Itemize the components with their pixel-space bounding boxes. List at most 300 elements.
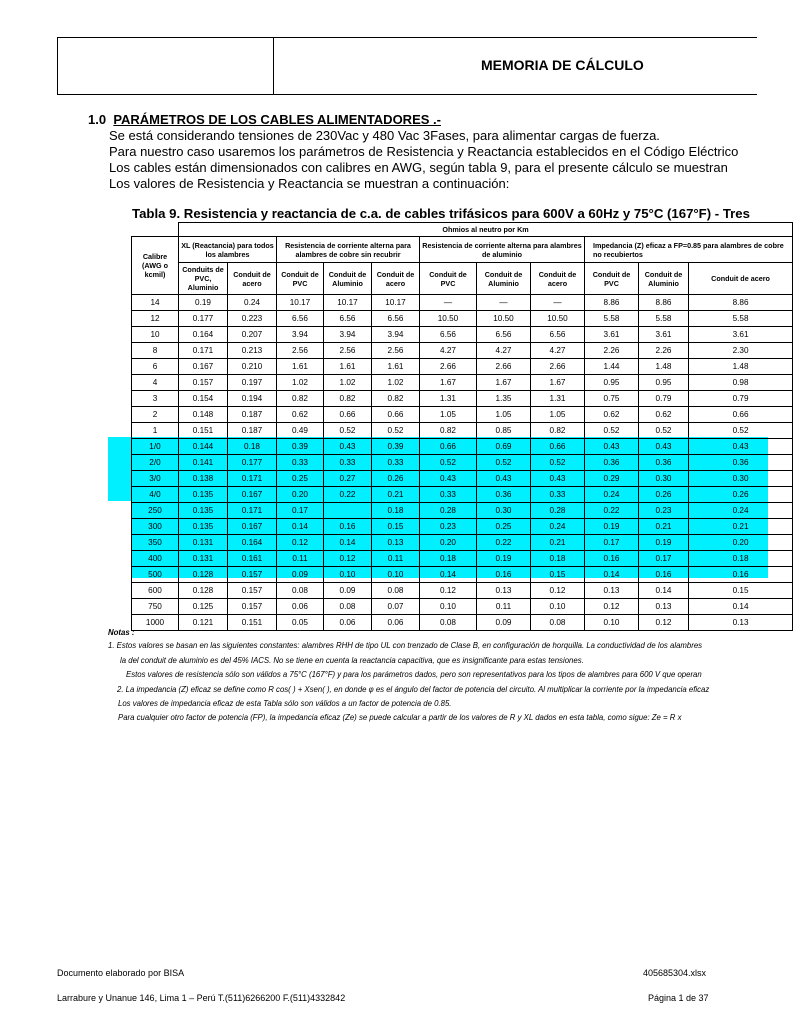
- value-cell: 0.20: [277, 487, 324, 503]
- footer-page: Página 1 de 37: [648, 993, 709, 1003]
- value-cell: 0.171: [228, 503, 277, 519]
- value-cell: 0.66: [324, 407, 372, 423]
- value-cell: 0.33: [420, 487, 477, 503]
- paragraph-line: Se está considerando tensiones de 230Vac y 480 Vac 3Fases, para alimentar cargas de fuerza.: [109, 128, 660, 143]
- value-cell: 1.61: [324, 359, 372, 375]
- value-cell: 2.66: [531, 359, 585, 375]
- value-cell: 0.22: [324, 487, 372, 503]
- value-cell: 1.05: [477, 407, 531, 423]
- value-cell: 0.79: [689, 391, 793, 407]
- calibre-cell: 3/0: [132, 471, 179, 487]
- resistance-reactance-table: [131, 222, 793, 631]
- value-cell: 0.25: [277, 471, 324, 487]
- value-cell: 0.141: [179, 455, 228, 471]
- note-line: 1. Estos valores se basan en las siguientes constantes: alambres RHH de tipo UL con trenzado de Clase B, en configuración de horquilla. La conductividad de los alambres: [108, 641, 703, 650]
- value-cell: 0.164: [179, 327, 228, 343]
- value-cell: 8.86: [689, 295, 793, 311]
- value-cell: 10.50: [420, 311, 477, 327]
- value-cell: 0.13: [639, 599, 689, 615]
- value-cell: 6.56: [531, 327, 585, 343]
- value-cell: 0.13: [372, 535, 420, 551]
- note-line: Para cualquier otro factor de potencia (FP), la impedancia eficaz (Ze) se puede calcular a partir de los valores de R y XL dados en esta tabla, como sigue: Ze = R x: [118, 713, 682, 722]
- value-cell: 0.207: [228, 327, 277, 343]
- value-cell: 0.06: [324, 615, 372, 631]
- value-cell: 1.02: [372, 375, 420, 391]
- value-cell: 0.75: [585, 391, 639, 407]
- value-cell: 0.223: [228, 311, 277, 327]
- value-cell: 3.94: [277, 327, 324, 343]
- table-row: [132, 567, 793, 583]
- footer-file: 405685304.xlsx: [643, 968, 707, 978]
- value-cell: 0.14: [585, 567, 639, 583]
- value-cell: 1.67: [420, 375, 477, 391]
- value-cell: 0.52: [477, 455, 531, 471]
- value-cell: 0.62: [585, 407, 639, 423]
- value-cell: 0.27: [324, 471, 372, 487]
- value-cell: 0.194: [228, 391, 277, 407]
- value-cell: 0.14: [277, 519, 324, 535]
- value-cell: 4.27: [420, 343, 477, 359]
- value-cell: 0.19: [477, 551, 531, 567]
- value-cell: 0.52: [639, 423, 689, 439]
- value-cell: 10.50: [477, 311, 531, 327]
- value-cell: 0.52: [324, 423, 372, 439]
- value-cell: 0.187: [228, 407, 277, 423]
- value-cell: 1.48: [689, 359, 793, 375]
- value-cell: 8.86: [585, 295, 639, 311]
- value-cell: 5.58: [585, 311, 639, 327]
- value-cell: 0.19: [179, 295, 228, 311]
- value-cell: 0.18: [420, 551, 477, 567]
- value-cell: 0.13: [585, 583, 639, 599]
- blank-corner: [132, 223, 179, 237]
- value-cell: 6.56: [277, 311, 324, 327]
- value-cell: 0.06: [277, 599, 324, 615]
- value-cell: 0.15: [689, 583, 793, 599]
- value-cell: 0.154: [179, 391, 228, 407]
- value-cell: 0.16: [324, 519, 372, 535]
- value-cell: 1.02: [324, 375, 372, 391]
- value-cell: —: [477, 295, 531, 311]
- paragraph-line: Los valores de Resistencia y Reactancia se muestran a continuación:: [109, 176, 510, 191]
- value-cell: 0.16: [689, 567, 793, 583]
- header-box: [57, 37, 757, 95]
- note-line: Estos valores de resistencia sólo son válidos a 75°C (167°F) y para los parámetros dados, pero son representativos para los tipos de alambres para 600 V que operan: [126, 670, 702, 679]
- value-cell: 0.95: [639, 375, 689, 391]
- value-cell: 0.43: [420, 471, 477, 487]
- value-cell: 0.07: [372, 599, 420, 615]
- value-cell: 0.210: [228, 359, 277, 375]
- value-cell: 2.26: [585, 343, 639, 359]
- section-heading: [88, 112, 441, 127]
- calibre-cell: 3: [132, 391, 179, 407]
- value-cell: 0.08: [372, 583, 420, 599]
- value-cell: 0.171: [179, 343, 228, 359]
- calibre-cell: 1000: [132, 615, 179, 631]
- value-cell: 0.13: [477, 583, 531, 599]
- calibre-header: Calibre (AWG o kcmil): [132, 237, 179, 295]
- table-row: [132, 375, 793, 391]
- value-cell: 0.131: [179, 535, 228, 551]
- value-cell: 0.09: [277, 567, 324, 583]
- value-cell: 0.43: [531, 471, 585, 487]
- value-cell: 0.14: [324, 535, 372, 551]
- value-cell: 0.148: [179, 407, 228, 423]
- value-cell: 0.12: [585, 599, 639, 615]
- table-row: [132, 519, 793, 535]
- value-cell: 1.61: [277, 359, 324, 375]
- value-cell: 0.26: [372, 471, 420, 487]
- value-cell: 0.128: [179, 567, 228, 583]
- value-cell: 0.121: [179, 615, 228, 631]
- table-row: [132, 455, 793, 471]
- header-divider: [273, 38, 274, 94]
- value-cell: 1.44: [585, 359, 639, 375]
- note-line: 2. La impedancia (Z) eficaz se define como R cos( ) + Xsen( ), en donde φ es el ángulo del factor de potencia del circuito. Al multiplicar la corriente por la impedancia eficaz: [117, 685, 710, 694]
- value-cell: 0.39: [277, 439, 324, 455]
- value-cell: 0.21: [531, 535, 585, 551]
- value-cell: 0.161: [228, 551, 277, 567]
- value-cell: 6.56: [324, 311, 372, 327]
- value-cell: 2.56: [324, 343, 372, 359]
- value-cell: 4.27: [531, 343, 585, 359]
- value-cell: 0.08: [277, 583, 324, 599]
- value-cell: 0.125: [179, 599, 228, 615]
- value-cell: 0.52: [372, 423, 420, 439]
- value-cell: 0.82: [324, 391, 372, 407]
- value-cell: 0.19: [585, 519, 639, 535]
- value-cell: 0.213: [228, 343, 277, 359]
- value-cell: 0.95: [585, 375, 639, 391]
- value-cell: 0.66: [372, 407, 420, 423]
- calibre-cell: 14: [132, 295, 179, 311]
- value-cell: 0.131: [179, 551, 228, 567]
- value-cell: 0.157: [228, 567, 277, 583]
- value-cell: 0.43: [477, 471, 531, 487]
- value-cell: 0.12: [531, 583, 585, 599]
- value-cell: 0.49: [277, 423, 324, 439]
- value-cell: 0.167: [179, 359, 228, 375]
- value-cell: 10.17: [277, 295, 324, 311]
- column-subheader: Conduit de PVC: [585, 263, 639, 295]
- value-cell: 0.10: [531, 599, 585, 615]
- value-cell: 0.128: [179, 583, 228, 599]
- group-header: Resistencia de corriente alterna para alambres de cobre sin recubrir: [277, 237, 420, 263]
- value-cell: 0.151: [228, 615, 277, 631]
- table-row: [132, 535, 793, 551]
- column-subheader: Conduits de PVC, Aluminio: [179, 263, 228, 295]
- value-cell: 10.50: [531, 311, 585, 327]
- value-cell: 0.197: [228, 375, 277, 391]
- value-cell: 0.25: [477, 519, 531, 535]
- table-row: [132, 439, 793, 455]
- calibre-cell: 2: [132, 407, 179, 423]
- value-cell: 0.157: [179, 375, 228, 391]
- value-cell: 0.66: [689, 407, 793, 423]
- value-cell: 0.187: [228, 423, 277, 439]
- paragraph-line: Para nuestro caso usaremos los parámetros de Resistencia y Reactancia establecidos en el Código Eléctrico: [109, 144, 739, 159]
- value-cell: 0.33: [324, 455, 372, 471]
- value-cell: 0.19: [639, 535, 689, 551]
- value-cell: 0.28: [420, 503, 477, 519]
- calibre-cell: 6: [132, 359, 179, 375]
- value-cell: 0.08: [531, 615, 585, 631]
- value-cell: 0.23: [639, 503, 689, 519]
- calibre-cell: 400: [132, 551, 179, 567]
- value-cell: 0.52: [585, 423, 639, 439]
- value-cell: 0.52: [420, 455, 477, 471]
- table-row: [132, 503, 793, 519]
- value-cell: [324, 503, 372, 519]
- column-subheader: Conduit de PVC: [420, 263, 477, 295]
- value-cell: 0.29: [585, 471, 639, 487]
- table-row: [132, 359, 793, 375]
- value-cell: 3.61: [639, 327, 689, 343]
- value-cell: 0.11: [477, 599, 531, 615]
- value-cell: 0.24: [531, 519, 585, 535]
- table-row: [132, 583, 793, 599]
- value-cell: 0.12: [324, 551, 372, 567]
- value-cell: 0.15: [372, 519, 420, 535]
- column-subheader: Conduit de acero: [228, 263, 277, 295]
- value-cell: 0.06: [372, 615, 420, 631]
- group-header: Resistencia de corriente alterna para alambres de aluminio: [420, 237, 585, 263]
- calibre-cell: 1: [132, 423, 179, 439]
- value-cell: 0.23: [420, 519, 477, 535]
- value-cell: 0.36: [477, 487, 531, 503]
- value-cell: 0.21: [689, 519, 793, 535]
- value-cell: 0.18: [228, 439, 277, 455]
- value-cell: 0.164: [228, 535, 277, 551]
- value-cell: 1.05: [420, 407, 477, 423]
- calibre-cell: 4: [132, 375, 179, 391]
- value-cell: 0.69: [477, 439, 531, 455]
- value-cell: 0.98: [689, 375, 793, 391]
- value-cell: 0.43: [324, 439, 372, 455]
- value-cell: 0.82: [372, 391, 420, 407]
- value-cell: 2.56: [277, 343, 324, 359]
- value-cell: 0.14: [639, 583, 689, 599]
- value-cell: 2.26: [639, 343, 689, 359]
- value-cell: 0.135: [179, 487, 228, 503]
- value-cell: 0.24: [228, 295, 277, 311]
- value-cell: 4.27: [477, 343, 531, 359]
- value-cell: 0.21: [372, 487, 420, 503]
- value-cell: 8.86: [639, 295, 689, 311]
- value-cell: 0.36: [585, 455, 639, 471]
- document-title: MEMORIA DE CÁLCULO: [481, 57, 644, 73]
- column-subheader: Conduit de Aluminio: [477, 263, 531, 295]
- column-subheader: Conduit de Aluminio: [639, 263, 689, 295]
- value-cell: 0.52: [531, 455, 585, 471]
- value-cell: 0.16: [639, 567, 689, 583]
- column-subheader: Conduit de acero: [531, 263, 585, 295]
- value-cell: 1.35: [477, 391, 531, 407]
- value-cell: 0.20: [420, 535, 477, 551]
- value-cell: 0.15: [531, 567, 585, 583]
- calibre-cell: 750: [132, 599, 179, 615]
- table-row: [132, 295, 793, 311]
- value-cell: 0.21: [639, 519, 689, 535]
- value-cell: 0.16: [477, 567, 531, 583]
- value-cell: 0.22: [477, 535, 531, 551]
- table-row: [132, 487, 793, 503]
- calibre-cell: 2/0: [132, 455, 179, 471]
- value-cell: 0.28: [531, 503, 585, 519]
- value-cell: 0.36: [639, 455, 689, 471]
- value-cell: 0.16: [585, 551, 639, 567]
- table-row: [132, 551, 793, 567]
- table-row: [132, 391, 793, 407]
- top-header: Ohmios al neutro por Km: [179, 223, 793, 237]
- value-cell: 0.17: [277, 503, 324, 519]
- value-cell: 0.08: [420, 615, 477, 631]
- footer-author: Documento elaborado por BISA: [57, 968, 185, 978]
- value-cell: 0.22: [585, 503, 639, 519]
- value-cell: 1.05: [531, 407, 585, 423]
- value-cell: 0.82: [420, 423, 477, 439]
- value-cell: 0.43: [639, 439, 689, 455]
- value-cell: —: [531, 295, 585, 311]
- value-cell: 0.10: [420, 599, 477, 615]
- value-cell: 0.12: [420, 583, 477, 599]
- calibre-cell: 4/0: [132, 487, 179, 503]
- value-cell: 0.171: [228, 471, 277, 487]
- value-cell: 1.02: [277, 375, 324, 391]
- value-cell: 3.61: [689, 327, 793, 343]
- footer-address: Larrabure y Unanue 146, Lima 1 – Perú T.(511)6266200 F.(511)4332842: [57, 993, 346, 1003]
- group-header: XL (Reactancia) para todos los alambres: [179, 237, 277, 263]
- value-cell: 6.56: [420, 327, 477, 343]
- table-row: [132, 423, 793, 439]
- value-cell: 2.30: [689, 343, 793, 359]
- value-cell: 10.17: [324, 295, 372, 311]
- value-cell: 0.62: [639, 407, 689, 423]
- value-cell: 0.18: [372, 503, 420, 519]
- value-cell: 1.31: [531, 391, 585, 407]
- value-cell: 0.62: [277, 407, 324, 423]
- value-cell: 0.11: [372, 551, 420, 567]
- value-cell: 0.82: [277, 391, 324, 407]
- value-cell: 0.85: [477, 423, 531, 439]
- value-cell: 0.52: [689, 423, 793, 439]
- value-cell: 3.94: [324, 327, 372, 343]
- value-cell: 5.58: [689, 311, 793, 327]
- value-cell: 0.08: [324, 599, 372, 615]
- value-cell: 0.157: [228, 599, 277, 615]
- calibre-cell: 10: [132, 327, 179, 343]
- value-cell: 0.177: [179, 311, 228, 327]
- value-cell: 0.36: [689, 455, 793, 471]
- section-number: 1.0: [88, 112, 107, 127]
- value-cell: 0.39: [372, 439, 420, 455]
- value-cell: 0.33: [531, 487, 585, 503]
- value-cell: 2.56: [372, 343, 420, 359]
- table-row: [132, 471, 793, 487]
- table-row: [132, 599, 793, 615]
- value-cell: 0.167: [228, 487, 277, 503]
- value-cell: 5.58: [639, 311, 689, 327]
- value-cell: 0.14: [420, 567, 477, 583]
- note-line: Los valores de impedancia eficaz de esta Tabla sólo son válidos a un factor de potencia de 0.85.: [118, 699, 452, 708]
- calibre-cell: 1/0: [132, 439, 179, 455]
- value-cell: 0.24: [585, 487, 639, 503]
- table-row: [132, 327, 793, 343]
- value-cell: 0.82: [531, 423, 585, 439]
- table-title: Tabla 9. Resistencia y reactancia de c.a. de cables trifásicos para 600V a 60Hz y 75°C (167°F) - Tres: [132, 206, 750, 221]
- value-cell: 0.10: [324, 567, 372, 583]
- calibre-cell: 250: [132, 503, 179, 519]
- column-subheader: Conduit de acero: [689, 263, 793, 295]
- value-cell: 6.56: [477, 327, 531, 343]
- value-cell: 2.66: [477, 359, 531, 375]
- value-cell: 0.138: [179, 471, 228, 487]
- value-cell: 0.30: [639, 471, 689, 487]
- value-cell: 0.157: [228, 583, 277, 599]
- value-cell: 0.177: [228, 455, 277, 471]
- value-cell: 0.10: [585, 615, 639, 631]
- value-cell: 0.33: [277, 455, 324, 471]
- value-cell: 10.17: [372, 295, 420, 311]
- value-cell: 0.10: [372, 567, 420, 583]
- value-cell: 0.167: [228, 519, 277, 535]
- value-cell: 6.56: [372, 311, 420, 327]
- value-cell: 0.66: [531, 439, 585, 455]
- section-title: PARÁMETROS DE LOS CABLES ALIMENTADORES .-: [113, 112, 441, 127]
- value-cell: 0.20: [689, 535, 793, 551]
- value-cell: 0.33: [372, 455, 420, 471]
- value-cell: 2.66: [420, 359, 477, 375]
- value-cell: 0.26: [639, 487, 689, 503]
- column-subheader: Conduit de acero: [372, 263, 420, 295]
- value-cell: 0.24: [689, 503, 793, 519]
- value-cell: 0.66: [420, 439, 477, 455]
- table-container: [131, 222, 784, 627]
- value-cell: 0.13: [689, 615, 793, 631]
- notes-label: Notas :: [108, 628, 135, 637]
- note-line: la del conduit de aluminio es del 45% IACS. No se tiene en cuenta la reactancia capacitiva, que es insignificante para estas tensiones.: [120, 656, 584, 665]
- value-cell: 0.18: [689, 551, 793, 567]
- group-header: Impedancia (Z) eficaz a FP=0.85 para alambres de cobre no recubiertos: [585, 237, 793, 263]
- value-cell: 0.12: [639, 615, 689, 631]
- value-cell: 0.135: [179, 503, 228, 519]
- value-cell: 0.151: [179, 423, 228, 439]
- calibre-cell: 8: [132, 343, 179, 359]
- value-cell: 0.26: [689, 487, 793, 503]
- paragraph-line: Los cables están dimensionados con calibres en AWG, según tabla 9, para el presente cálculo se muestran: [109, 160, 728, 175]
- value-cell: 0.79: [639, 391, 689, 407]
- value-cell: 0.09: [324, 583, 372, 599]
- calibre-cell: 500: [132, 567, 179, 583]
- value-cell: 1.67: [531, 375, 585, 391]
- table-row: [132, 407, 793, 423]
- value-cell: 0.09: [477, 615, 531, 631]
- value-cell: 0.05: [277, 615, 324, 631]
- value-cell: —: [420, 295, 477, 311]
- value-cell: 0.12: [277, 535, 324, 551]
- calibre-cell: 12: [132, 311, 179, 327]
- value-cell: 3.61: [585, 327, 639, 343]
- table-row: [132, 343, 793, 359]
- value-cell: 1.61: [372, 359, 420, 375]
- value-cell: 0.30: [477, 503, 531, 519]
- column-subheader: Conduit de Aluminio: [324, 263, 372, 295]
- value-cell: 0.11: [277, 551, 324, 567]
- calibre-cell: 300: [132, 519, 179, 535]
- value-cell: 1.67: [477, 375, 531, 391]
- table-row: [132, 311, 793, 327]
- value-cell: 0.144: [179, 439, 228, 455]
